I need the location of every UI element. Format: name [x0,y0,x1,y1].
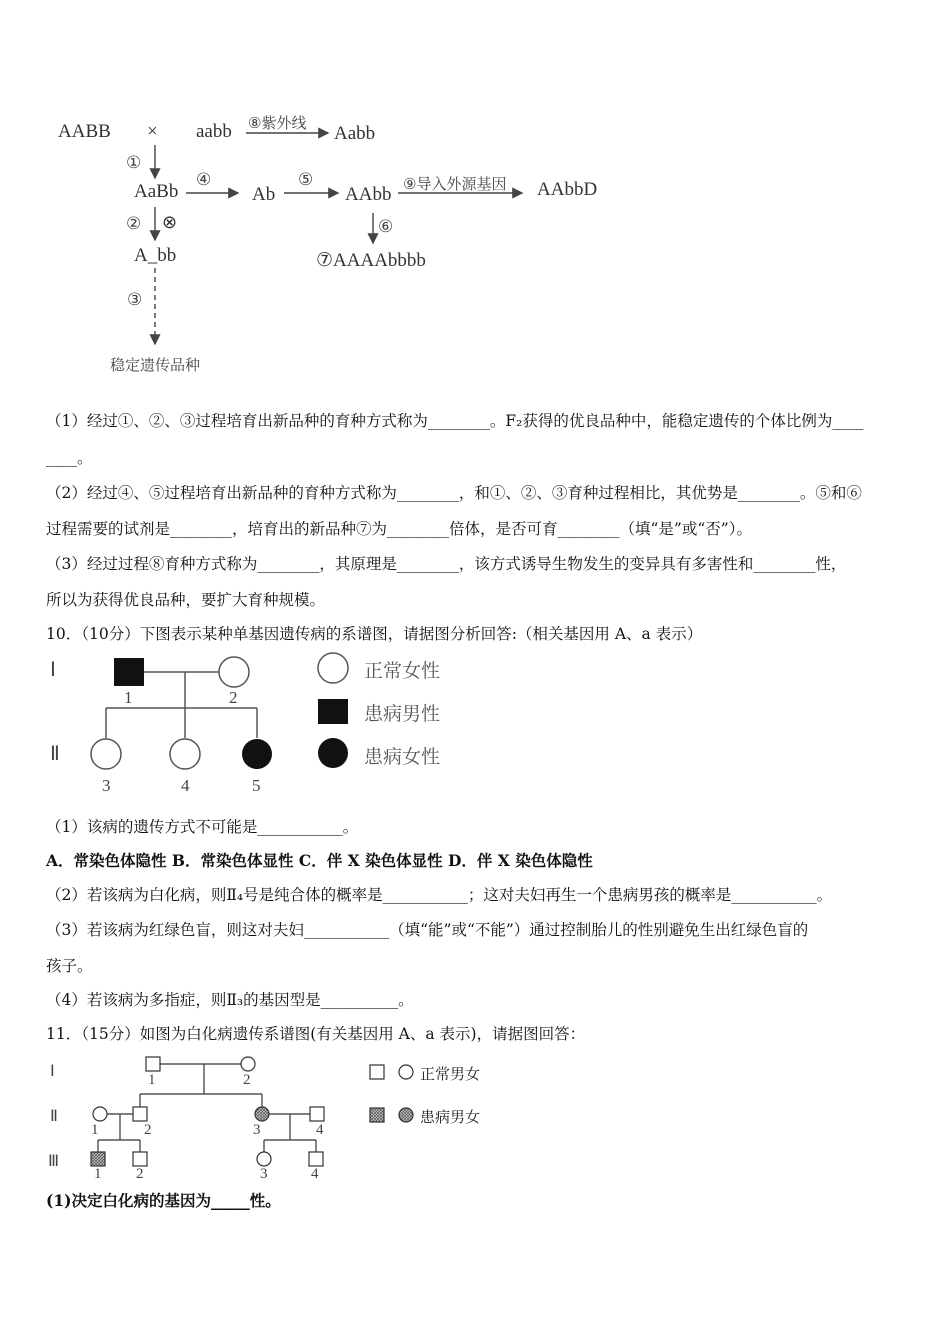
q10-num-4: 4 [181,776,190,795]
q11-legend-normal-male-icon [370,1065,384,1079]
q11-I-num-1: 1 [148,1072,156,1088]
transgenic-aabbd: AAbbD [537,179,598,200]
q11-II-num-4: 4 [316,1122,324,1138]
q10-II3-normal-female [91,739,121,769]
q10-options: A．常染色体隐性 B．常染色体显性 C．伴 X 染色体显性 D．伴 X 染色体隐性 [46,851,593,870]
breeding-arrows [0,0,950,400]
q11-II-num-3: 3 [253,1122,261,1138]
q10-part3-line1: （3）若该病为红绿色盲，则这对夫妇___________（填“能”或“不能”）通过控制胎儿的性别避免生出红绿色盲的 [46,921,809,939]
q10-num-1: 1 [124,688,133,707]
q11-header: 11．（15分）如图为白化病遗传系谱图(有关基因用 A、a 表示)，请据图回答： [46,1025,586,1043]
step3-label: ③ [127,290,143,310]
q9-part3-line1: （3）经过过程⑧育种方式称为________，其原理是________，该方式诱导生物发生的变异具有多害性和________性， [46,555,847,573]
a-bb: A_bb [134,245,177,266]
q10-part3-line2: 孩子。 [46,957,93,975]
q10-legend-affected-female-icon [318,738,348,768]
q11-III2-normal-male [133,1152,147,1166]
cross-symbol: × [147,121,158,142]
q11-I2-normal-female [241,1057,255,1071]
q11-II1-normal-female [93,1107,107,1121]
q10-legend-affected-female: 患病女性 [364,746,441,768]
q10-legend-affected-male: 患病男性 [364,703,441,725]
haploid-ab: Ab [252,184,276,205]
q9-part2-line2: 过程需要的试剂是________，培育出的新品种⑦为________倍体，是否可育________（填“是”或“否”）。 [46,520,752,538]
step4-label: ④ [196,170,212,190]
q11-II2-normal-male [133,1107,147,1121]
q10-I2-normal-female [219,657,249,687]
parent-aabb-recessive: aabb [196,121,232,142]
q11-III1-affected-male [91,1152,105,1166]
q10-header: 10．（10分）下图表示某种单基因遗传病的系谱图，请据图分析回答:（相关基因用 A、a 表示） [46,625,703,643]
q9-part2-line1: （2）经过④、⑤过程培育出新品种的育种方式称为________，和①、②、③育种过程相比，其优势是________。⑤和⑥ [46,484,862,502]
step6-label: ⑥ [378,217,394,237]
q11-gen-I: Ⅰ [50,1063,55,1080]
q11-legend-normal: 正常男女 [420,1065,481,1083]
q9-part1-line1: （1）经过①、②、③过程培育出新品种的育种方式称为________。F₂获得的优良品种中，能稳定遗传的个体比例为____ [46,412,864,430]
q11-III-num-3: 3 [260,1166,268,1182]
q11-legend-normal-female-icon [399,1065,413,1079]
step7-result: ⑦AAAAbbbb [316,250,426,271]
q10-part2: （2）若该病为白化病，则Ⅱ₄号是纯合体的概率是___________；这对夫妇再生一个患病男孩的概率是___________。 [46,886,833,904]
q11-II-num-1: 1 [91,1122,99,1138]
q10-num-3: 3 [102,776,111,795]
q10-gen-II: Ⅱ [50,743,60,765]
q10-part1: （1）该病的遗传方式不可能是___________。 [46,818,359,836]
q10-legend-normal-female-icon [318,653,348,683]
q11-III4-normal-male [309,1152,323,1166]
q11-legend-affected-male-icon [370,1108,384,1122]
q10-part4: （4）若该病为多指症，则Ⅱ₃的基因型是__________。 [46,991,414,1009]
step8-label: ⑧紫外线 [248,114,307,132]
q10-num-5: 5 [252,776,261,795]
q11-III-num-2: 2 [136,1166,144,1182]
q11-legend-affected-female-icon [399,1108,413,1122]
q11-III-num-1: 1 [94,1166,102,1182]
q9-part1-line2: ____。 [46,449,93,467]
step1-label: ① [126,153,142,173]
q10-I1-affected-male [114,658,144,686]
q10-num-2: 2 [229,688,238,707]
q10-legend-normal-female: 正常女性 [364,660,441,682]
step2-label: ② [126,214,142,234]
step9-label: ⑨导入外源基因 [403,175,507,193]
q11-III3-normal-female [257,1152,271,1166]
q10-gen-I: Ⅰ [50,659,56,681]
doubled-aabb: AAbb [345,184,392,205]
q11-gen-III: Ⅲ [48,1153,60,1170]
parent-aabb: AABB [58,121,111,142]
q9-part3-line2: 所以为获得优良品种，要扩大育种规模。 [46,591,326,609]
step8-result: Aabb [334,123,376,144]
stable-variety: 稳定遗传品种 [110,356,201,374]
q11-I-num-2: 2 [243,1072,251,1088]
q11-part1: (1)决定白化病的基因为_____性。 [46,1191,281,1210]
q10-pedigree-chart [0,640,950,800]
q10-II4-normal-female [170,739,200,769]
q11-III-num-4: 4 [311,1166,319,1182]
q11-legend-affected: 患病男女 [420,1108,481,1126]
q11-I1-normal-male [146,1057,160,1071]
q10-II5-affected-female [242,739,272,769]
q11-gen-II: Ⅱ [50,1108,58,1125]
selfing-symbol: ⊗ [162,212,178,232]
f1-aabb: AaBb [134,181,179,202]
q11-II4-normal-male [310,1107,324,1121]
step5-label: ⑤ [298,170,314,190]
q11-II-num-2: 2 [144,1122,152,1138]
q11-II3-affected-female [255,1107,269,1121]
q10-legend-affected-male-icon [318,699,348,724]
